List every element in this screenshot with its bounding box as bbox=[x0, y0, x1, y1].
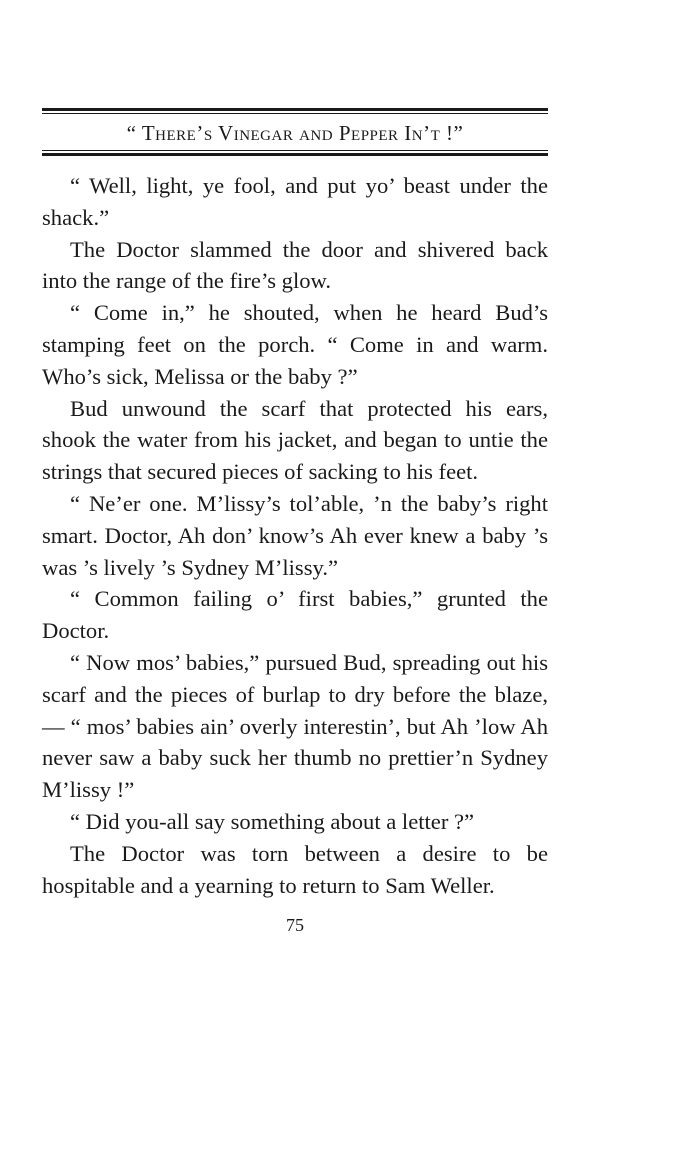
book-page bbox=[42, 108, 548, 937]
paragraph: “ Well, light, ye fool, and put yo’ beast under the shack.” bbox=[42, 173, 548, 230]
running-head: “ There’s Vinegar and Pepper In’t !” bbox=[126, 121, 464, 145]
paragraph: “ Come in,” he shouted, when he heard Bud’s stamping feet on the porch. “ Come in and warm. Who’s sick, Melissa or the baby ?” bbox=[42, 300, 548, 389]
page-number: 75 bbox=[286, 915, 304, 936]
body-text bbox=[42, 170, 548, 901]
paragraph: “ Ne’er one. M’lissy’s tol’able, ’n the baby’s right smart. Doctor, Ah don’ know’s Ah ever knew a baby ’s was ’s lively ’s Sydney M’lissy.” bbox=[42, 490, 548, 580]
paragraph: Bud unwound the scarf that protected his ears, shook the water from his jacket, and began to untie the strings that secured pieces of sacking to his feet. bbox=[42, 395, 548, 485]
paragraph: The Doctor slammed the door and shivered back into the range of the fire’s glow. bbox=[42, 236, 548, 294]
header-rule-bottom bbox=[42, 150, 548, 156]
paragraph: “ Common failing o’ first babies,” grunted the Doctor. bbox=[42, 586, 548, 644]
paragraph: “ Now mos’ babies,” pursued Bud, spreading out his scarf and the pieces of burlap to dry before the blaze, — “ mos’ babies ain’ overly interestin’, but Ah ’low Ah never saw a baby suck her thumb no prettier’n Sydney M’lissy !” bbox=[42, 649, 548, 803]
paragraph: “ Did you-all say something about a letter ?” bbox=[70, 808, 475, 834]
paragraph: The Doctor was torn between a desire to be hospitable and a yearning to return to Sam Weller. bbox=[42, 840, 548, 898]
